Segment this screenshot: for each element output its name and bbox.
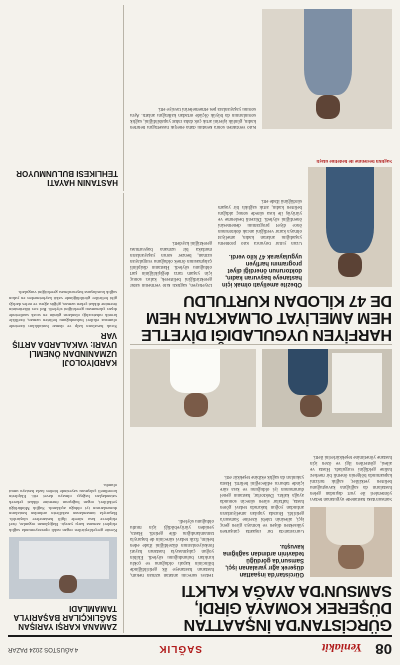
main-lead: Gürcistan'da inşaattan düşerek ağır yaralanan işçi, Samsun'da gördüğü tedavinin ardından sağlığına kavuştu.	[222, 543, 304, 577]
bottom-lead: Obezite ameliyatı olmak için hastaneye başvuran kadın, doktorunun önerdiği diyet programını harfiyen uygulayarak 47 kilo verdi.	[221, 253, 302, 287]
sidebar-body: Kentte gerçekleştirilen organ nakli operasyonunda sağlık ekipleri zamana karşı yarıştı. Bağışlanan organlar, özel ekiplerce kısa sürede ilgili hastanelere ulaştırıldı. Başarıyla tamamlanan nakillerin ardından hastaların durumlarının iyi olduğu açıklandı. Sağlık Müdürlüğü yetkilileri, organ bağışının önemine dikkat çekerek vatandaşları bağışçı olmaya davet etti. Ekiplerin koordineli çalışması sayesinde birden fazla hastaya umut olundu.	[9, 483, 117, 533]
bottom-photo-after	[262, 9, 392, 129]
main-column-1: Gürcistan'da bir inşaatta çalışırken yüksekten düşen ve komaya giren genç işçi, ailesinin talebi üzerine Samsun'a getirildi. Burada yapılan ameliyatların ardından yoğun bakımda tedavi gören hasta, haftalar süren sürecin sonunda ayağa kalktı. Doktorlar, hastanın genel durumunun iyi olduğunu ve kısa süre içinde taburcu edileceğini belirtti. Hasta yakınları da sağlık ekibine teşekkür etti.	[220, 474, 304, 533]
main-highlight: HASTANIN HAYATI TEHLIKESI BULUNMUYOR	[16, 169, 118, 187]
sidebar-second-headline: KARDİYOLOJİ UZMANINDAN ÖNEMLİ UYARI: VAKALARDA ARTIŞ VAR	[12, 331, 117, 367]
masthead	[8, 635, 392, 659]
main-column-2: Tedavi sürecini anlatan uzman hekim, hastanın hastaneye ilk getirildiğinde bilincinin kapalı olduğunu ve çoklu kırıkları bulunduğunu söyledi. Ekibin yoğun çalışmasıyla hastanın hayati fonksiyonlarının düzeldiğini ifade eden hekim, fizik tedavi sürecinin de başarıyla tamamlandığını dile getirdi. Hasta, yeniden yürüyebildiği için mutlu olduğunu söyledi.	[130, 518, 214, 577]
bottom-vertical-divider	[123, 5, 124, 191]
main-column-3: Samsun'daki hastanede uygulanan tedavi yöntemleri ile yurt dışından gelen hastaların da sağlığına kavuştuğunu belirten yetkililer, sağlık turizmi kapsamında bölgenin önemli bir merkez haline geldiğini vurguladı. Hasta ve ailesi, gösterilen ilgi ve özen için hastane yönetimine teşekkürlerini iletti.	[310, 454, 392, 501]
newspaper-logo: Yeniakit	[321, 641, 362, 655]
bottom-highlight: Sağlıklı beslenme ile hedefine ulaştı	[316, 158, 392, 163]
main-photo-worker	[310, 507, 392, 577]
bottom-column-2: Diyetisyen, sağlıklı kilo vermenin sabır gerektirdiğini belirterek, kalıcı sonuç için yaşam tarzı değişikliğinin şart olduğunu söyledi. Hastanın disiplinli çalışmasının örnek olduğunu vurgulayan uzman, benzer sorun yaşayanların mutlaka bir uzmana başvurması gerektiğini kaydetti.	[130, 240, 212, 287]
main-photo-hospital	[262, 349, 392, 427]
main-photo-doctor	[130, 349, 256, 427]
page-number: 08	[375, 640, 392, 657]
bottom-column-1: Uzun yıllar boyunca kilo problemi yaşadığını anlatan kadın, ameliyat olmaya karar verdiğini ancak doktorunun önce diyet programını denemesini önerdiğini söyledi. Düzenli beslenme ve yürüyüş ile kısa sürede sonuç aldığını belirten kadın, artık sağlıklı bir yaşam sürdüğünü ifade etti.	[218, 198, 302, 245]
sidebar-photo	[9, 537, 117, 599]
bottom-headline: HARFİYEN UYGULADIĞI DİYETLE HEM AMELİYAT OLMAKTAN HEM DE 47 KİLODAN KURTULDU	[141, 292, 392, 343]
section-divider	[130, 344, 392, 345]
bottom-column-3: Kilo verdikten sonra kendini daha enerjik hissettiğini belirten kadın, günlük işlerini artık çok daha rahat yapabildiğini, sağlık sorunlarının da büyük ölçüde ortadan kalktığını anlattı. Aynı sorunu yaşayanlara pes etmemelerini tavsiye etti.	[130, 106, 256, 129]
sidebar-headline: ZAMANA KARŞI YARIŞAN SAĞLIKÇILAR BAŞARIYLA TAMAMLADI	[13, 604, 117, 631]
bottom-photo-before	[308, 167, 392, 287]
issue-date: 4 AĞUSTOS 2024 PAZAR	[8, 646, 79, 652]
sidebar-second-body: Sıcak havaların kalp ve damar hastalıkları üzerinde olumsuz etkileri bulunduğunu belirten uzman, özellikle kronik rahatsızlığı olanların günün en sıcak saatlerinde dışarı çıkmaması gerektiğini söyledi. Bol sıvı tüketiminin önemine dikkat çeken uzman, göğüs ağrısı ve nefes darlığı gibi belirtiler görüldüğünde vakit kaybetmeden en yakın sağlık kuruluşuna başvurulması gerektiğini vurguladı.	[9, 290, 117, 329]
main-headline: GÜRCİSTAN'DA İNŞAATTAN DÜŞEREK KOMAYA GİRDİ, SAMSUN'DA AYAĞA KALKTI	[181, 582, 392, 633]
section-label: SAĞLIK	[158, 643, 202, 654]
sidebar	[7, 193, 124, 633]
